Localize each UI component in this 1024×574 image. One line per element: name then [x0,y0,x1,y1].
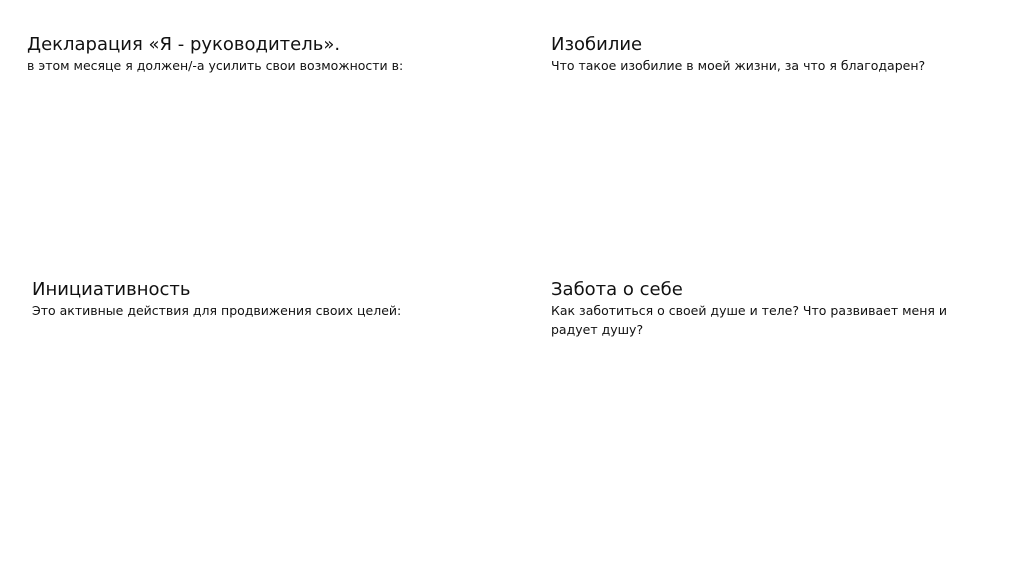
section-description: в этом месяце я должен/-а усилить свои возможности в: [27,58,404,73]
section-title: Декларация «Я - руководитель». [27,34,341,55]
section-title: Забота о себе [551,279,683,300]
section-self-care [551,279,991,339]
section-abundance [551,34,991,75]
section-description: Это активные действия для продвижения своих целей: [32,303,402,318]
section-declaration [27,34,497,75]
section-description: Что такое изобилие в моей жизни, за что я благодарен? [551,58,926,73]
section-description: Как заботиться о своей душе и теле? Что развивает меня и радует душу? [551,303,948,337]
section-initiative [32,279,492,320]
section-title: Изобилие [551,34,643,55]
section-title: Инициативность [32,279,191,300]
